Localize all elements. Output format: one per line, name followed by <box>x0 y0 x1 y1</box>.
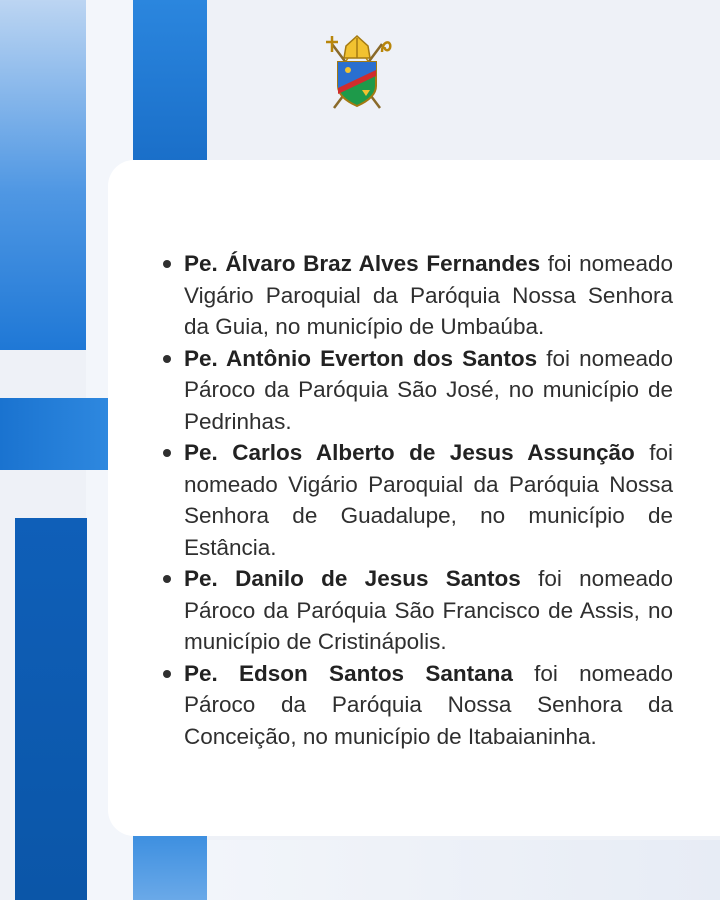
list-item <box>158 658 673 753</box>
decorative-blue-bar <box>0 398 108 470</box>
bullet-icon <box>163 260 171 268</box>
decorative-blue-bar <box>0 0 86 350</box>
appointment-text: foi nomeado Pároco da Paróquia Nossa Senhora da Conceição, no município de Itabaianinha. <box>184 660 673 749</box>
list-item <box>158 248 673 343</box>
bullet-icon <box>163 670 171 678</box>
appointment-text: foi nomeado Pároco da Paróquia São Francisco de Assis, no município de Cristinápolis. <box>184 566 673 654</box>
decorative-blue-bar <box>133 835 207 900</box>
bullet-icon <box>163 449 171 457</box>
list-item <box>158 343 673 438</box>
appointment-text: foi nomeado Vigário Paroquial da Paróquia Nossa Senhora da Guia, no município de Umbaúba. <box>184 251 673 339</box>
episcopal-coat-of-arms-icon <box>322 34 392 112</box>
bullet-icon <box>163 575 171 583</box>
priest-name: Pe. Carlos Alberto de Jesus Assunção <box>184 440 635 465</box>
priest-name: Pe. Edson Santos Santana <box>184 660 513 686</box>
bullet-icon <box>163 355 171 363</box>
appointments-list-container <box>158 248 673 752</box>
decorative-blue-bar <box>133 0 207 160</box>
list-item <box>158 437 673 563</box>
priest-name: Pe. Álvaro Braz Alves Fernandes <box>184 251 541 276</box>
decorative-blue-bar <box>15 518 87 900</box>
appointment-text: foi nomeado Pároco da Paróquia São José, no município de Pedrinhas. <box>184 345 673 434</box>
list-item <box>158 563 673 658</box>
priest-name: Pe. Danilo de Jesus Santos <box>184 566 521 591</box>
appointment-text: foi nomeado Vigário Paroquial da Paróquia Nossa Senhora de Guadalupe, no município de Estância. <box>184 440 674 560</box>
appointments-list <box>158 248 673 752</box>
decorative-bottom-strip <box>207 840 720 900</box>
priest-name: Pe. Antônio Everton dos Santos <box>184 345 538 371</box>
